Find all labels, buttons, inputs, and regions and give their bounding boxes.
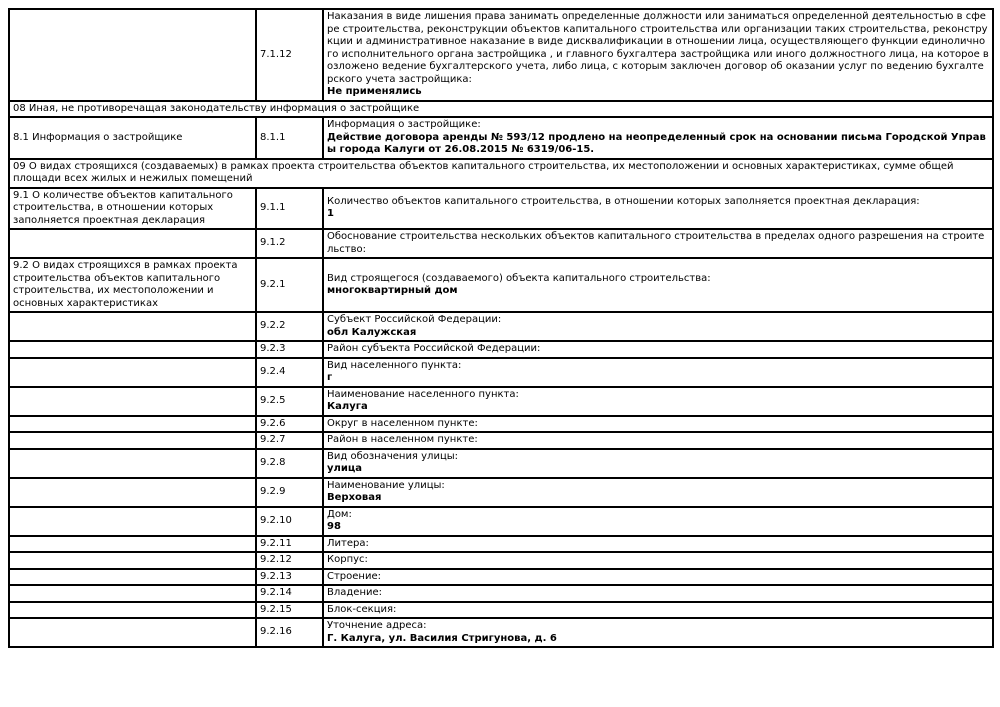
table-row bbox=[9, 536, 993, 553]
item-number-cell: 9.2.14 bbox=[256, 585, 323, 602]
table-row bbox=[9, 312, 993, 341]
field-content-cell bbox=[323, 9, 993, 101]
row-category-cell bbox=[9, 536, 256, 553]
field-label: Блок-секция: bbox=[327, 603, 397, 615]
field-content-cell bbox=[323, 507, 993, 536]
item-number-cell: 9.1.2 bbox=[256, 229, 323, 258]
field-value: Верховая bbox=[327, 492, 382, 503]
field-value: обл Калужская bbox=[327, 326, 417, 338]
field-content-cell bbox=[323, 432, 993, 449]
field-content-cell bbox=[323, 478, 993, 507]
table-row bbox=[9, 552, 993, 569]
field-label: Наказания в виде лишения права занимать определенные должности или заниматься определенной деятельностью в сфере строительства, реконструкции объектов капитального строительства или организации таких строительства, реконструкции и административное наказание в виде дисквалификации в отношении лица, осуществляющего функции единоличного исполнительного органа застройщика , и главного бухгалтера застройщика или иного должностного лица, на которое возложено ведение бухгалтерского учета, либо лица, с которым заключен договор об оказании услуг по ведению бухгалтерского учета застройщика: bbox=[327, 11, 989, 85]
table-row bbox=[9, 618, 993, 647]
field-content-cell bbox=[323, 585, 993, 602]
table-row bbox=[9, 188, 993, 230]
field-content-cell bbox=[323, 618, 993, 647]
table-row bbox=[9, 117, 993, 159]
item-number-cell: 9.2.15 bbox=[256, 602, 323, 619]
field-label: Район в населенном пункте: bbox=[327, 434, 478, 445]
field-content-cell bbox=[323, 602, 993, 619]
field-value: улица bbox=[327, 463, 363, 474]
row-category-cell bbox=[9, 618, 256, 647]
table-body bbox=[9, 9, 993, 647]
section-header-row bbox=[9, 159, 993, 188]
row-category-cell bbox=[9, 229, 256, 258]
row-category-cell bbox=[9, 449, 256, 478]
field-label: Корпус: bbox=[327, 554, 368, 565]
field-label: Район субъекта Российской Федерации: bbox=[327, 343, 541, 354]
row-category-cell bbox=[9, 432, 256, 449]
table-row bbox=[9, 569, 993, 586]
section-header: 09 О видах строящихся (создаваемых) в рамках проекта строительства объектов капитального строительства, их местоположении и основных характеристиках, сумме общей площади всех жилых и нежилых помещений bbox=[9, 159, 993, 188]
field-content-cell bbox=[323, 312, 993, 341]
item-number-cell: 9.2.2 bbox=[256, 312, 323, 341]
field-value: 1 bbox=[327, 208, 334, 220]
field-label: Вид обозначения улицы: bbox=[327, 450, 459, 462]
field-label: Строение: bbox=[327, 570, 381, 582]
table-row bbox=[9, 387, 993, 416]
table-row bbox=[9, 9, 993, 101]
item-number-cell: 7.1.12 bbox=[256, 9, 323, 101]
row-category-cell bbox=[9, 552, 256, 569]
table-row bbox=[9, 341, 993, 358]
field-content-cell bbox=[323, 536, 993, 553]
field-value: Действие договора аренды № 593/12 продлено на неопределенный срок на основании письма Городской Управы города Калуги от 26.08.2015 № 6319/06-15. bbox=[327, 131, 986, 155]
item-number-cell: 9.2.6 bbox=[256, 416, 323, 433]
row-category-cell: 9.2 О видах строящихся в рамках проекта строительства объектов капитального строительства, их местоположении и основных характеристиках bbox=[9, 258, 256, 312]
item-number-cell: 9.2.12 bbox=[256, 552, 323, 569]
field-value: Г. Калуга, ул. Василия Стригунова, д. 6 bbox=[327, 632, 557, 644]
field-value: 98 bbox=[327, 521, 341, 532]
table-row bbox=[9, 507, 993, 536]
section-header: 08 Иная, не противоречащая законодательству информация о застройщике bbox=[9, 101, 993, 118]
field-value: многоквартирный дом bbox=[327, 285, 458, 296]
field-content-cell bbox=[323, 416, 993, 433]
row-category-cell bbox=[9, 585, 256, 602]
field-label: Вид строящегося (создаваемого) объекта капитального строительства: bbox=[327, 272, 711, 284]
field-label: Количество объектов капитального строительства, в отношении которых заполняется проектная декларация: bbox=[327, 195, 920, 207]
item-number-cell: 9.2.16 bbox=[256, 618, 323, 647]
row-category-cell bbox=[9, 387, 256, 416]
field-label: Дом: bbox=[327, 508, 352, 520]
field-label: Информация о застройщике: bbox=[327, 119, 481, 130]
field-content-cell bbox=[323, 188, 993, 230]
item-number-cell: 9.2.1 bbox=[256, 258, 323, 312]
row-category-cell bbox=[9, 358, 256, 387]
row-category-cell bbox=[9, 478, 256, 507]
field-label: Субъект Российской Федерации: bbox=[327, 314, 502, 325]
field-value: Калуга bbox=[327, 401, 368, 412]
item-number-cell: 9.2.8 bbox=[256, 449, 323, 478]
item-number-cell: 9.2.3 bbox=[256, 341, 323, 358]
item-number-cell: 9.2.4 bbox=[256, 358, 323, 387]
field-label: Владение: bbox=[327, 587, 383, 598]
field-value: г bbox=[327, 372, 333, 383]
item-number-cell: 9.2.9 bbox=[256, 478, 323, 507]
item-number-cell: 9.2.11 bbox=[256, 536, 323, 553]
field-content-cell bbox=[323, 229, 993, 258]
field-label: Вид населенного пункта: bbox=[327, 359, 462, 371]
project-declaration-table bbox=[8, 8, 994, 648]
item-number-cell: 9.2.7 bbox=[256, 432, 323, 449]
row-category-cell bbox=[9, 341, 256, 358]
row-category-cell bbox=[9, 569, 256, 586]
table-row bbox=[9, 602, 993, 619]
field-content-cell bbox=[323, 117, 993, 159]
field-label: Округ в населенном пункте: bbox=[327, 417, 478, 429]
field-content-cell bbox=[323, 569, 993, 586]
item-number-cell: 9.2.13 bbox=[256, 569, 323, 586]
row-category-cell: 9.1 О количестве объектов капитального строительства, в отношении которых заполняется проектная декларация bbox=[9, 188, 256, 230]
item-number-cell: 9.2.5 bbox=[256, 387, 323, 416]
item-number-cell: 8.1.1 bbox=[256, 117, 323, 159]
table-row bbox=[9, 258, 993, 312]
field-content-cell bbox=[323, 552, 993, 569]
field-content-cell bbox=[323, 387, 993, 416]
field-label: Уточнение адреса: bbox=[327, 620, 427, 631]
row-category-cell: 8.1 Информация о застройщике bbox=[9, 117, 256, 159]
table-row bbox=[9, 478, 993, 507]
field-content-cell bbox=[323, 449, 993, 478]
section-header-row bbox=[9, 101, 993, 118]
field-content-cell bbox=[323, 258, 993, 312]
table-row bbox=[9, 585, 993, 602]
field-label: Наименование улицы: bbox=[327, 479, 445, 491]
row-category-cell bbox=[9, 416, 256, 433]
field-content-cell bbox=[323, 341, 993, 358]
row-category-cell bbox=[9, 507, 256, 536]
field-value: Не применялись bbox=[327, 86, 422, 97]
field-label: Наименование населенного пункта: bbox=[327, 388, 519, 400]
field-content-cell bbox=[323, 358, 993, 387]
table-row bbox=[9, 432, 993, 449]
item-number-cell: 9.2.10 bbox=[256, 507, 323, 536]
row-category-cell bbox=[9, 602, 256, 619]
row-category-cell bbox=[9, 9, 256, 101]
table-row bbox=[9, 449, 993, 478]
table-row bbox=[9, 358, 993, 387]
table-row bbox=[9, 416, 993, 433]
field-label: Обоснование строительства нескольких объектов капитального строительства в пределах одного разрешения на строительство: bbox=[327, 231, 985, 255]
item-number-cell: 9.1.1 bbox=[256, 188, 323, 230]
row-category-cell bbox=[9, 312, 256, 341]
field-label: Литера: bbox=[327, 537, 369, 549]
table-row bbox=[9, 229, 993, 258]
